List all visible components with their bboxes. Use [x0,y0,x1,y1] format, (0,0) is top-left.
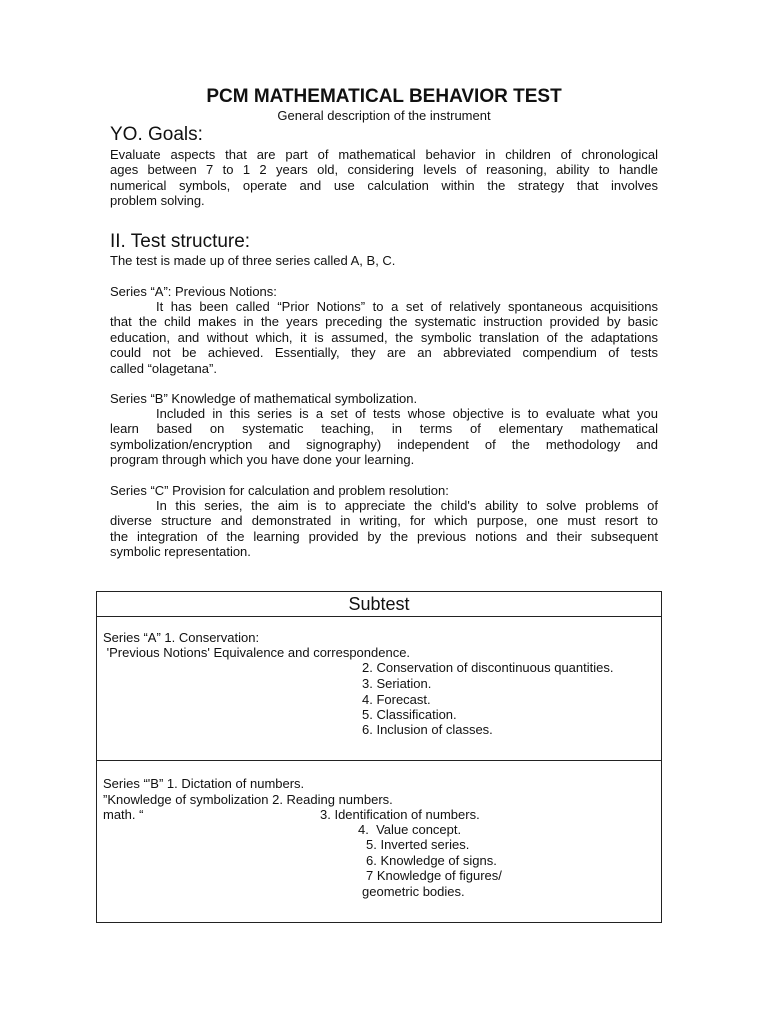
subtest-b-item: 3. Identification of numbers. [320,807,480,822]
goals-line: ages between 7 to 1 2 years old, considering levels of reasoning, ability to handle [110,162,658,178]
goals-paragraph [110,147,658,209]
subtest-b-line: ”Knowledge of symbolization 2. Reading numbers. [103,792,393,807]
series-a-title: Series “A”: Previous Notions: [110,284,277,299]
subtest-a-item: 3. Seriation. [362,676,432,691]
subtest-a-item: 4. Forecast. [362,692,431,707]
subtest-a-line: Series “A” 1. Conservation: [103,630,260,645]
subtest-a-item: 6. Inclusion of classes. [362,722,493,737]
series-b-line: Included in this series is a set of tests whose objective is to evaluate what you [156,406,658,421]
series-b-line: program through which you have done your learning. [110,452,415,468]
series-a-line: that the child makes in the years preceding the systematic instruction provided by basic [110,314,658,330]
document-subtitle: General description of the instrument [277,108,491,123]
subtest-table-heading: Subtest [96,591,662,617]
subtest-b-item: 4. Value concept. [358,822,462,837]
series-b-line: learn based on systematic teaching, in terms of elementary mathematical [110,421,658,437]
series-b-title: Series “B” Knowledge of mathematical symbolization. [110,391,418,406]
series-c-line: diverse structure and demonstrated in writing, for which purpose, one must resort to [110,513,658,529]
subtest-b-line: math. “ [103,807,144,822]
subtest-a-line: 'Previous Notions' Equivalence and correspondence. [103,645,411,660]
goals-line: numerical symbols, operate and use calculation within the strategy that involves [110,177,658,193]
subtest-b-item: 6. Knowledge of signs. [366,853,497,868]
goals-heading: YO. Goals: [110,124,203,145]
goals-line: Evaluate aspects that are part of mathematical behavior in children of chronological [110,147,658,162]
series-c-line: In this series, the aim is to appreciate the child's ability to solve problems of [156,498,658,513]
subtest-b-item: 5. Inverted series. [366,837,470,852]
series-a-line: It has been called “Prior Notions” to a set of relatively spontaneous acquisitions [156,299,658,314]
structure-intro: The test is made up of three series called A, B, C. [110,253,396,268]
series-c-line: symbolic representation. [110,544,251,560]
goals-line: problem solving. [110,193,205,209]
structure-heading: II. Test structure: [110,231,251,252]
series-b-line: symbolization/encryption and signography) independent of the methodology and [110,436,658,452]
series-a-line: called “olagetana”. [110,360,217,376]
series-b-paragraph [110,406,658,468]
series-a-line: could not be achieved. Essentially, they are an abbreviated compendium of tests [110,345,658,361]
series-a-line: education, and without which, it is assumed, the symbolic translation of the adaptations [110,329,658,345]
subtest-b-item: geometric bodies. [362,884,465,899]
subtest-b-line: Series “'B” 1. Dictation of numbers. [103,776,305,791]
series-c-line: the integration of the learning provided by the previous notions and their subsequent [110,528,658,544]
series-c-title: Series “C” Provision for calculation and problem resolution: [110,483,449,498]
document-title: PCM MATHEMATICAL BEHAVIOR TEST [206,86,562,107]
subtest-b-item: 7 Knowledge of figures/ [366,868,502,883]
subtest-a-item: 5. Classification. [362,707,457,722]
subtest-a-item: 2. Conservation of discontinuous quantities. [362,660,614,675]
series-a-paragraph [110,299,658,376]
series-c-paragraph [110,498,658,560]
